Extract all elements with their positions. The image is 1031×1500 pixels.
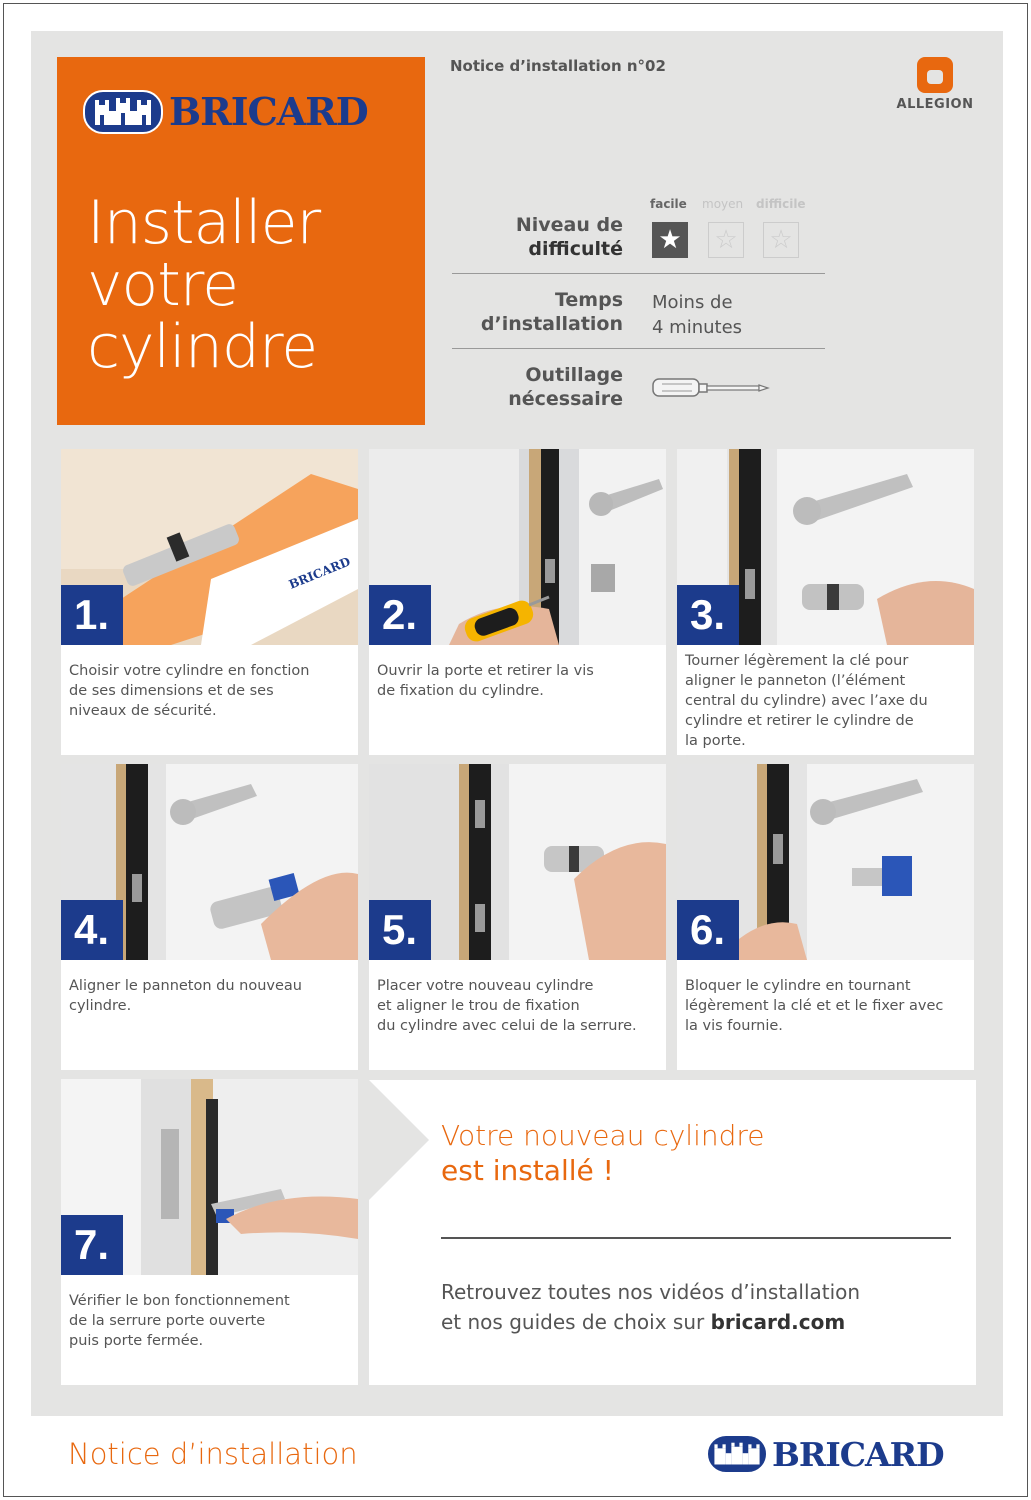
- step-card-4: [61, 764, 358, 1070]
- completion-title-line: est installé !: [441, 1154, 614, 1187]
- completion-title: [441, 1118, 765, 1188]
- divider: [452, 273, 825, 274]
- step-number: 1.: [61, 585, 123, 645]
- tools-label: [508, 363, 623, 411]
- completion-title-line: Votre nouveau cylindre: [441, 1119, 765, 1152]
- arrow-notch-icon: [369, 1080, 429, 1200]
- difficulty-label: [516, 213, 623, 261]
- star-outline-icon: ☆: [763, 222, 799, 258]
- step-number: 2.: [369, 585, 431, 645]
- step-caption: Choisir votre cylindre en fonction de ses dimensions et de ses niveaux de sécurité.: [69, 663, 310, 719]
- footer-title: Notice d’installation: [68, 1437, 358, 1471]
- step-caption: Vérifier le bon fonctionnement de la serrure porte ouverte puis porte fermée.: [69, 1293, 290, 1349]
- level-medium: moyen: [702, 197, 744, 211]
- difficulty-label-line: Niveau de: [515, 214, 623, 236]
- time-value: [652, 290, 742, 340]
- step-caption: Tourner légèrement la clé pour aligner le panneton (l’élément central du cylindre) avec l’axe du cylindre et retirer le cylindre de la porte.: [685, 653, 928, 749]
- level-easy: facile: [650, 197, 687, 211]
- svg-text:BRICARD: BRICARD: [286, 554, 353, 592]
- step-number: 4.: [61, 900, 123, 960]
- time-label: [481, 288, 623, 336]
- step-number: 5.: [369, 900, 431, 960]
- title-line: votre: [87, 250, 239, 320]
- step-number: 7.: [61, 1215, 123, 1275]
- difficulty-label-line: difficulté: [528, 238, 623, 260]
- completion-text: [441, 1277, 860, 1337]
- completion-text-prefix: et nos guides de choix sur: [441, 1310, 711, 1334]
- step-number: 3.: [677, 585, 739, 645]
- step-caption: Ouvrir la porte et retirer la vis de fixation du cylindre.: [377, 663, 594, 699]
- allegion-name: ALLEGION: [896, 97, 974, 112]
- step-card-6: [677, 764, 974, 1070]
- step-caption: Bloquer le cylindre en tournant légèrement la clé et et le fixer avec la vis fournie.: [685, 978, 944, 1034]
- allegion-mark-icon: [917, 57, 953, 93]
- step-card-2: [369, 449, 666, 755]
- screwdriver-icon: [652, 375, 770, 405]
- time-value-line: Moins de: [652, 292, 733, 313]
- completion-text-line: Retrouvez toutes nos vidéos d’installation: [441, 1280, 861, 1304]
- title-block: [57, 57, 425, 425]
- star-outline-icon: ☆: [708, 222, 744, 258]
- notice-number: Notice d’installation n°02: [450, 57, 666, 75]
- step-card-3: [677, 449, 974, 755]
- brand-name: BRICARD: [169, 89, 368, 134]
- time-label-line: d’installation: [480, 313, 623, 335]
- step-caption: Placer votre nouveau cylindre et aligner le trou de fixation du cylindre avec celui de la serrure.: [377, 978, 637, 1034]
- brand-name: BRICARD: [772, 1434, 944, 1474]
- tools-label-line: Outillage: [525, 364, 623, 386]
- title-line: cylindre: [87, 312, 318, 382]
- time-label-line: Temps: [554, 289, 623, 311]
- website-link[interactable]: bricard.com: [710, 1310, 846, 1334]
- step-card-7: [61, 1079, 358, 1385]
- step-card-1: [61, 449, 358, 755]
- title-line: Installer: [87, 188, 321, 258]
- time-value-line: 4 minutes: [652, 317, 743, 338]
- divider: [441, 1237, 951, 1239]
- completion-text-line: [441, 1307, 860, 1337]
- step-card-5: [369, 764, 666, 1070]
- allegion-logo: [890, 57, 980, 112]
- bricard-logo: [83, 89, 368, 134]
- page-title: [87, 188, 321, 382]
- level-hard: difficile: [756, 197, 806, 211]
- step-caption: Aligner le panneton du nouveau cylindre.: [69, 978, 302, 1014]
- castle-icon: [83, 90, 163, 134]
- castle-icon: [706, 1434, 768, 1474]
- star-icon: ★: [652, 222, 688, 258]
- divider: [452, 348, 825, 349]
- tools-label-line: nécessaire: [508, 388, 623, 410]
- completion-panel: [369, 1080, 976, 1385]
- step-number: 6.: [677, 900, 739, 960]
- footer-bricard-logo: [706, 1434, 944, 1474]
